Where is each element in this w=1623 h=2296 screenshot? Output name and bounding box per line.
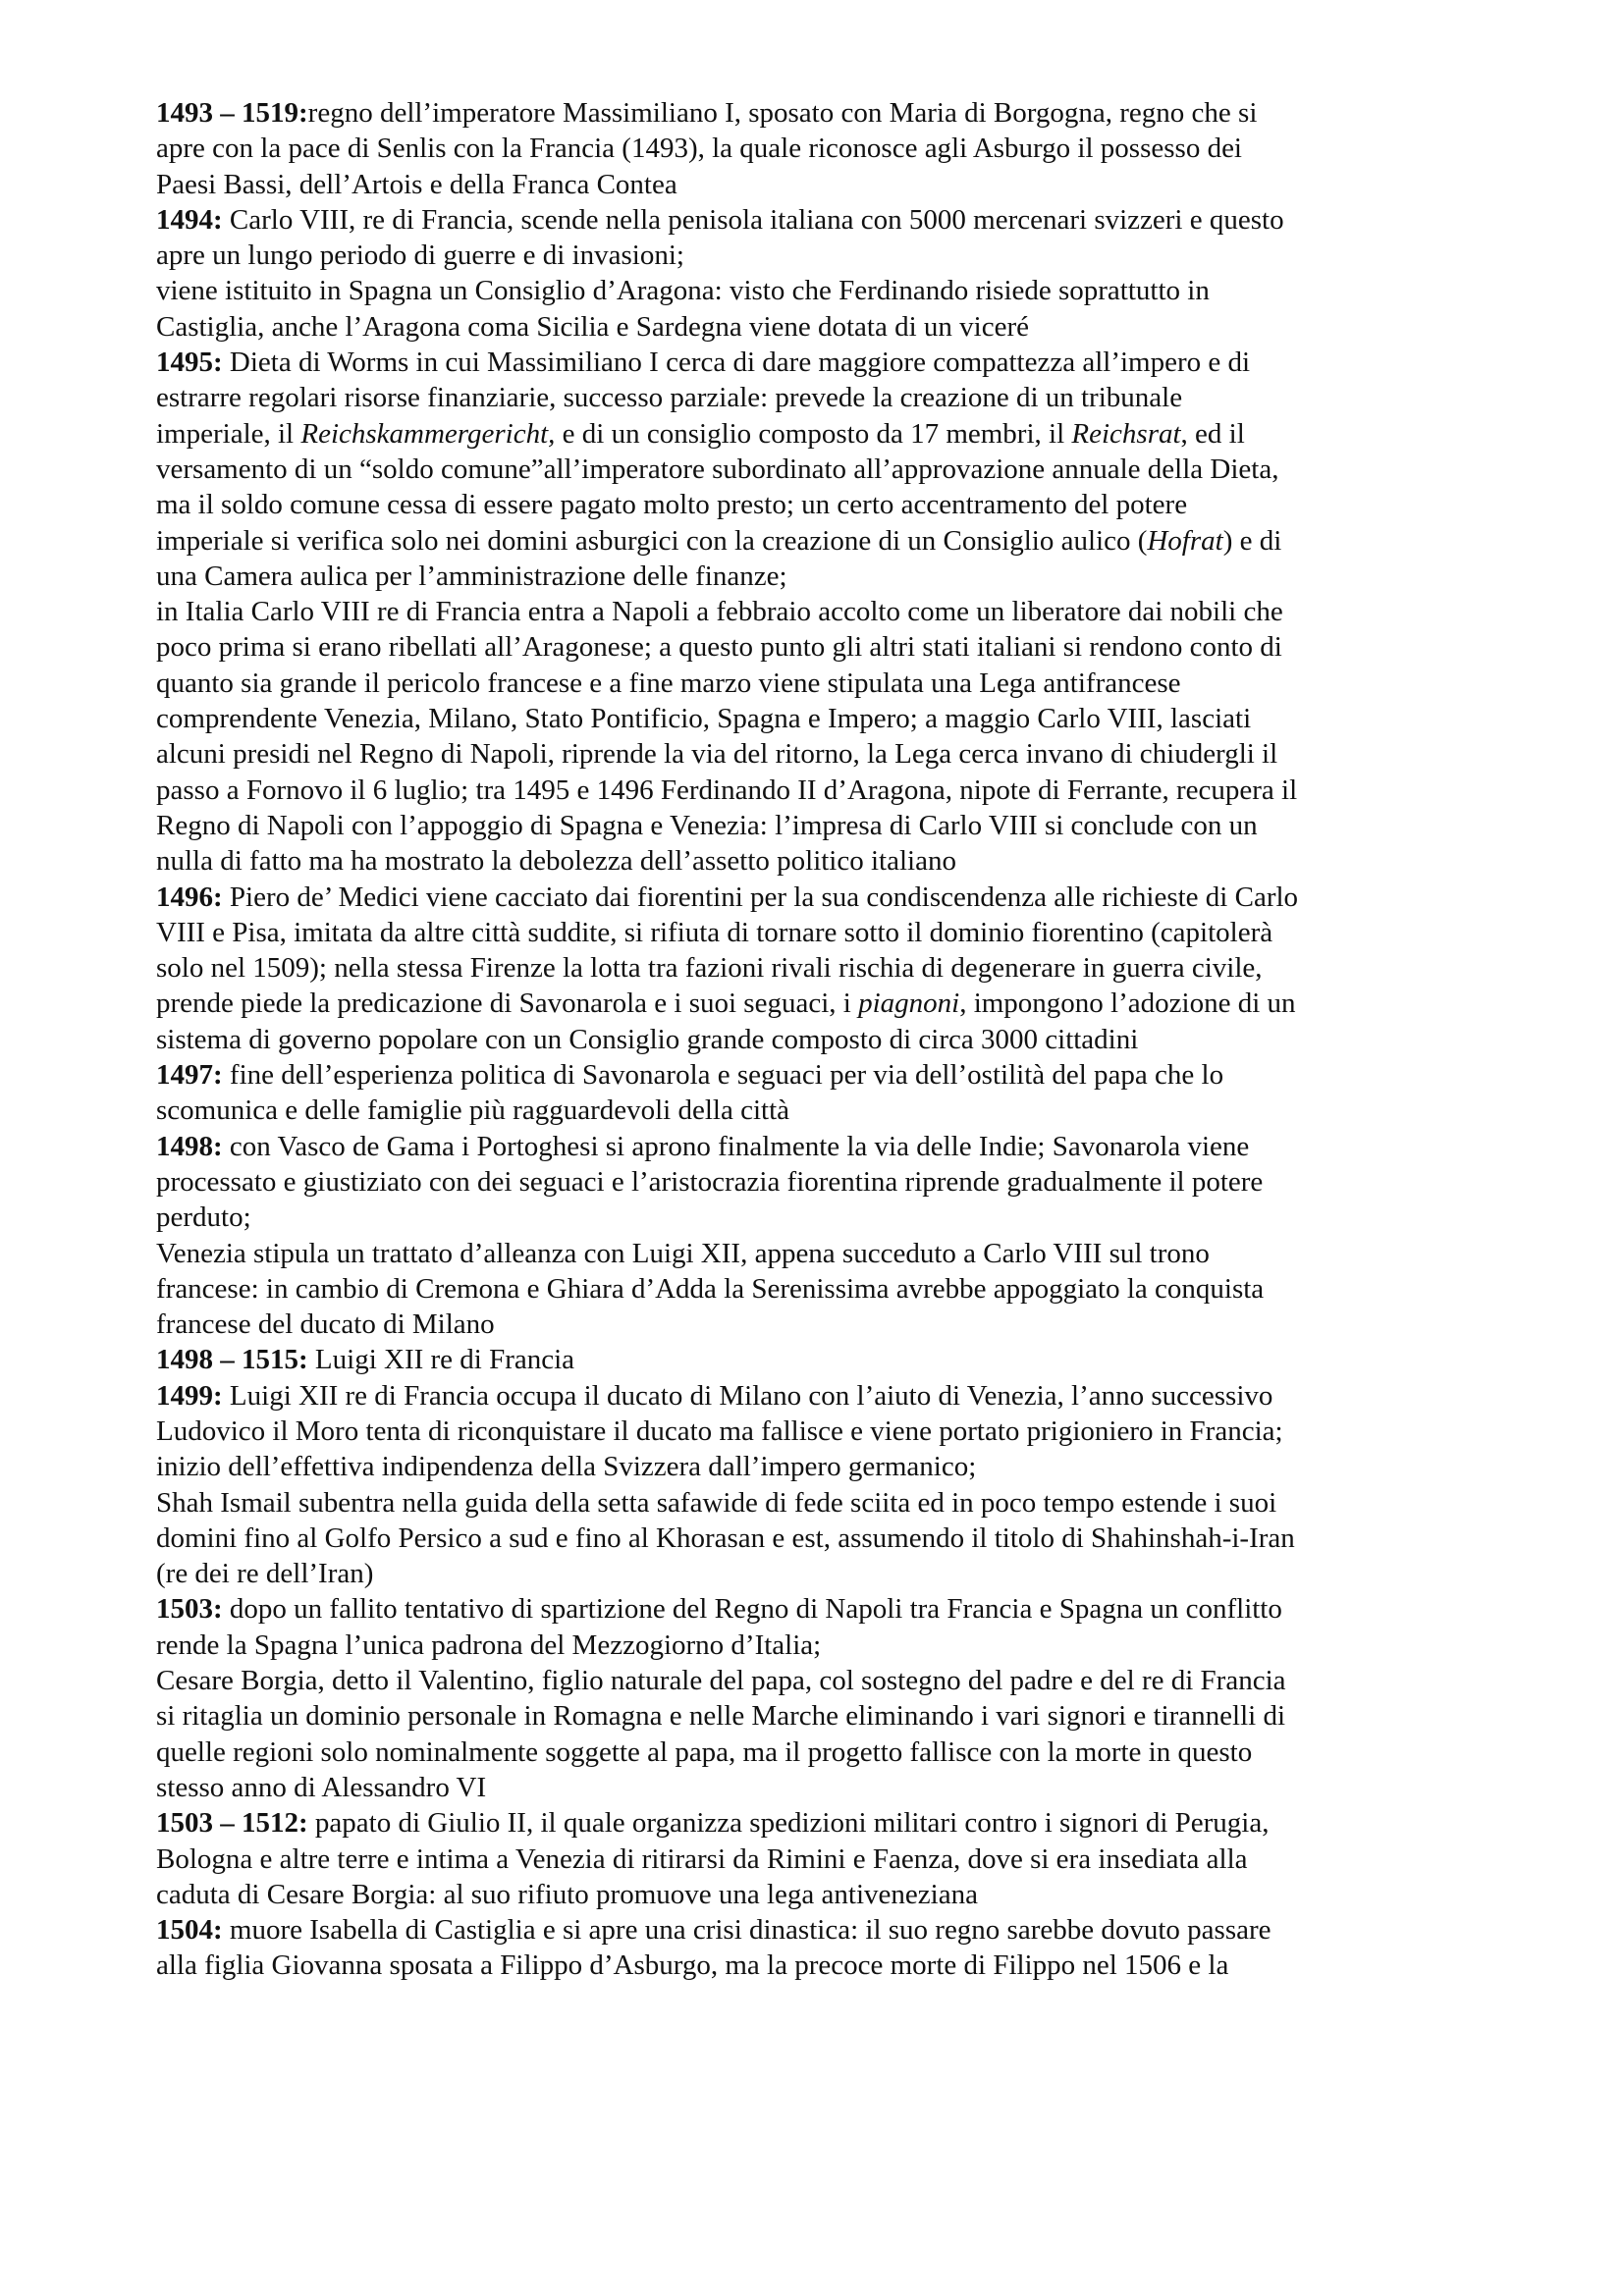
- text-line: [156, 1378, 1477, 1414]
- timeline-entry: [156, 1591, 1477, 1805]
- text-line: passo a Fornovo il 6 luglio; tra 1495 e 1496 Ferdinando II d’Aragona, nipote di Ferrante, recupera il: [156, 774, 1298, 806]
- text-line: [156, 95, 1477, 131]
- text-line: poco prima si erano ribellati all’Aragonese; a questo punto gli altri stati italiani si rendono conto di: [156, 631, 1282, 664]
- text-line: inizio dell’effettiva indipendenza della Svizzera dall’impero germanico;: [156, 1451, 977, 1483]
- entry-year: 1496:: [156, 881, 223, 913]
- text-line: nulla di fatto ma ha mostrato la debolezza dell’assetto politico italiano: [156, 845, 956, 878]
- entry-text: dopo un fallito tentativo di spartizione del Regno di Napoli tra Francia e Spagna un conflitto: [222, 1593, 1282, 1626]
- entry-text: con Vasco de Gama i Portoghesi si aprono finalmente la via delle Indie; Savonarola viene: [222, 1130, 1250, 1162]
- entry-year: 1494:: [156, 203, 223, 236]
- text-segment: prende piede la predicazione di Savonarola e i suoi seguaci, i: [156, 988, 859, 1020]
- text-line: [156, 1805, 1477, 1841]
- text-segment: , ed il: [1180, 417, 1245, 450]
- text-segment: ) e di: [1222, 524, 1282, 557]
- entry-text: Dieta di Worms in cui Massimiliano I cerca di dare maggiore compattezza all’impero e di: [222, 347, 1251, 379]
- entry-year: 1499:: [156, 1379, 223, 1412]
- entry-text: Luigi XII re di Francia occupa il ducato di Milano con l’aiuto di Venezia, l’anno successivo: [222, 1379, 1273, 1412]
- text-line: si ritaglia un dominio personale in Romagna e nelle Marche eliminando i vari signori e tirannelli di: [156, 1700, 1286, 1733]
- text-line: Bologna e altre terre e intima a Venezia di ritirarsi da Rimini e Faenza, dove si era insediata alla: [156, 1842, 1248, 1875]
- text-line: [156, 202, 1477, 238]
- text-line: [156, 986, 1477, 1021]
- italic-term: Reichsrat: [1071, 417, 1181, 450]
- entry-year: 1503 – 1512:: [156, 1807, 308, 1840]
- italic-term: piagnoni: [858, 988, 960, 1020]
- text-line: apre con la pace di Senlis con la Francia (1493), la quale riconosce agli Asburgo il possesso dei: [156, 133, 1242, 165]
- entry-text: Piero de’ Medici viene cacciato dai fiorentini per la sua condiscendenza alle richieste di Carlo: [222, 881, 1299, 913]
- text-line: apre un lungo periodo di guerre e di invasioni;: [156, 240, 684, 272]
- entry-year: 1493 – 1519:: [156, 97, 308, 129]
- text-segment: , impongono l’adozione di un: [959, 988, 1296, 1020]
- timeline-entry: [156, 1805, 1477, 1912]
- text-line: [156, 416, 1477, 452]
- text-line: versamento di un “soldo comune”all’imperatore subordinato all’approvazione annuale della Dieta,: [156, 453, 1279, 485]
- entry-text: Carlo VIII, re di Francia, scende nella penisola italiana con 5000 mercenari svizzeri e questo: [222, 203, 1284, 236]
- text-line: francese: in cambio di Cremona e Ghiara d’Adda la Serenissima avrebbe appoggiato la conquista: [156, 1272, 1265, 1305]
- entry-year: 1498:: [156, 1130, 223, 1162]
- text-line: perduto;: [156, 1201, 251, 1234]
- entry-year: 1503:: [156, 1593, 223, 1626]
- text-line: [156, 345, 1477, 380]
- text-line: [156, 1129, 1477, 1164]
- timeline-entry: [156, 1057, 1477, 1129]
- italic-term: Hofrat: [1147, 524, 1223, 557]
- text-line: comprendente Venezia, Milano, Stato Pontificio, Spagna e Impero; a maggio Carlo VIII, lasciati: [156, 703, 1252, 735]
- text-line: viene istituito in Spagna un Consiglio d’Aragona: visto che Ferdinando risiede soprattutto in: [156, 275, 1210, 307]
- text-line: estrarre regolari risorse finanziarie, successo parziale: prevede la creazione di un tribunale: [156, 382, 1183, 414]
- timeline-entry: [156, 345, 1477, 879]
- text-line: [156, 1912, 1477, 1948]
- text-line: Castiglia, anche l’Aragona coma Sicilia e Sardegna viene dotata di un viceré: [156, 310, 1029, 343]
- text-line: Cesare Borgia, detto il Valentino, figlio naturale del papa, col sostegno del padre e del re di Francia: [156, 1665, 1286, 1697]
- entry-year: 1498 – 1515:: [156, 1344, 308, 1376]
- text-line: Ludovico il Moro tenta di riconquistare il ducato ma fallisce e viene portato prigioniero in Francia;: [156, 1415, 1283, 1447]
- text-line: una Camera aulica per l’amministrazione delle finanze;: [156, 560, 787, 592]
- italic-term: Reichskammergericht,: [300, 417, 556, 450]
- text-line: quelle regioni solo nominalmente soggette al papa, ma il progetto fallisce con la morte in questo: [156, 1735, 1253, 1768]
- text-line: alcuni presidi nel Regno di Napoli, riprende la via del ritorno, la Lega cerca invano di chiudergli il: [156, 738, 1278, 771]
- entry-text: papato di Giulio II, il quale organizza spedizioni militari contro i signori di Perugia,: [307, 1807, 1270, 1840]
- text-line: Shah Ismail subentra nella guida della setta safawide di fede sciita ed in poco tempo estende i suoi: [156, 1486, 1277, 1519]
- text-line: rende la Spagna l’unica padrona del Mezzogiorno d’Italia;: [156, 1629, 822, 1661]
- text-line: alla figlia Giovanna sposata a Filippo d’Asburgo, ma la precoce morte di Filippo nel 1506 e la: [156, 1949, 1229, 1982]
- text-segment: imperiale si verifica solo nei domini asburgici con la creazione di un Consiglio aulico (: [156, 524, 1148, 557]
- entry-text: Luigi XII re di Francia: [307, 1344, 575, 1376]
- entry-text: fine dell’esperienza politica di Savonarola e seguaci per via dell’ostilità del papa che lo: [222, 1059, 1224, 1092]
- timeline-entry: [156, 1378, 1477, 1592]
- text-line: ma il soldo comune cessa di essere pagato molto presto; un certo accentramento del potere: [156, 489, 1188, 521]
- timeline-entry: [156, 1342, 1477, 1377]
- timeline-entry: [156, 1912, 1477, 1984]
- text-line: [156, 1057, 1477, 1093]
- text-line: stesso anno di Alessandro VI: [156, 1771, 487, 1803]
- text-line: solo nel 1509); nella stessa Firenze la lotta tra fazioni rivali rischia di degenerare in guerra civile,: [156, 952, 1263, 985]
- document-page: [156, 95, 1477, 1984]
- text-line: scomunica e delle famiglie più ragguardevoli della città: [156, 1095, 789, 1127]
- text-line: [156, 523, 1477, 559]
- text-line: [156, 1342, 1477, 1377]
- text-segment: imperiale, il: [156, 417, 301, 450]
- text-line: processato e giustiziato con dei seguaci e l’aristocrazia fiorentina riprende gradualmente il potere: [156, 1165, 1264, 1198]
- entry-text: regno dell’imperatore Massimiliano I, sposato con Maria di Borgogna, regno che si: [307, 97, 1258, 129]
- text-line: VIII e Pisa, imitata da altre città suddite, si rifiuta di tornare sotto il dominio fiorentino (capitolerà: [156, 916, 1273, 948]
- text-line: (re dei re dell’Iran): [156, 1558, 374, 1590]
- timeline-entry: [156, 95, 1477, 202]
- entry-year: 1495:: [156, 347, 223, 379]
- text-line: caduta di Cesare Borgia: al suo rifiuto promuove una lega antiveneziana: [156, 1878, 978, 1910]
- text-line: Paesi Bassi, dell’Artois e della Franca Contea: [156, 168, 677, 200]
- text-line: [156, 880, 1477, 915]
- timeline-entry: [156, 1129, 1477, 1343]
- text-line: francese del ducato di Milano: [156, 1308, 495, 1341]
- text-line: [156, 1591, 1477, 1627]
- text-line: quanto sia grande il pericolo francese e a fine marzo viene stipulata una Lega antifrancese: [156, 667, 1181, 699]
- text-line: domini fino al Golfo Persico a sud e fino al Khorasan e est, assumendo il titolo di Shahinshah-i-Iran: [156, 1522, 1295, 1554]
- text-line: in Italia Carlo VIII re di Francia entra a Napoli a febbraio accolto come un liberatore dai nobili che: [156, 596, 1283, 628]
- text-line: Venezia stipula un trattato d’alleanza con Luigi XII, appena succeduto a Carlo VIII sul trono: [156, 1237, 1210, 1269]
- text-line: Regno di Napoli con l’appoggio di Spagna e Venezia: l’impresa di Carlo VIII si conclude con un: [156, 809, 1258, 841]
- text-line: sistema di governo popolare con un Consiglio grande composto di circa 3000 cittadini: [156, 1023, 1139, 1055]
- entry-year: 1504:: [156, 1914, 223, 1947]
- timeline-entry: [156, 202, 1477, 345]
- entry-text: muore Isabella di Castiglia e si apre una crisi dinastica: il suo regno sarebbe dovuto passare: [222, 1914, 1271, 1947]
- entry-year: 1497:: [156, 1059, 223, 1092]
- timeline-entry: [156, 880, 1477, 1057]
- text-segment: e di un consiglio composto da 17 membri, il: [555, 417, 1072, 450]
